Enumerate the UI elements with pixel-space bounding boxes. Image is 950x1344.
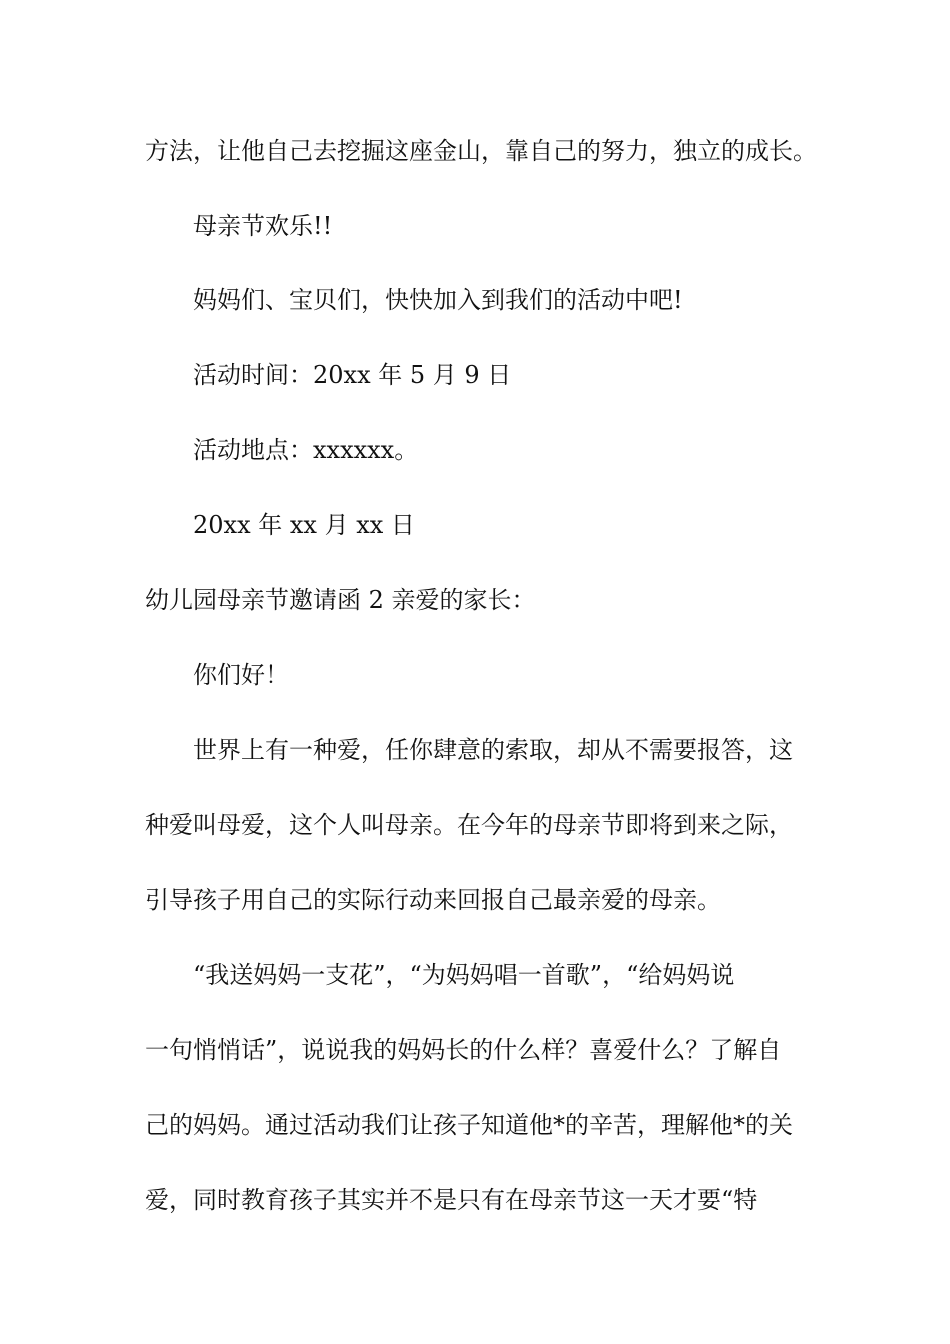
paragraph-line: 种爱叫母爱，这个人叫母亲。在今年的母亲节即将到来之际， xyxy=(145,811,793,839)
event-time: 活动时间：20xx 年 5 月 9 日 xyxy=(193,361,512,389)
paragraph-line: 方法，让他自己去挖掘这座金山，靠自己的努力，独立的成长。 xyxy=(145,137,817,165)
paragraph-line: 一句悄悄话”，说说我的妈妈长的什么样？喜爱什么？了解自 xyxy=(145,1036,782,1064)
paragraph-line: 妈妈们、宝贝们，快快加入到我们的活动中吧! xyxy=(193,286,683,314)
paragraph-line: 世界上有一种爱，任你肆意的索取，却从不需要报答，这 xyxy=(193,736,793,764)
paragraph-line: “我送妈妈一支花”，“为妈妈唱一首歌”，“给妈妈说 xyxy=(193,961,735,989)
greeting: 你们好！ xyxy=(193,661,289,689)
paragraph-line: 爱，同时教育孩子其实并不是只有在母亲节这一天才要“特 xyxy=(145,1186,758,1214)
letter-date: 20xx 年 xx 月 xx 日 xyxy=(193,511,415,539)
paragraph-line: 母亲节欢乐!! xyxy=(193,212,333,240)
event-location: 活动地点：xxxxxx。 xyxy=(193,436,419,464)
paragraph-line: 己的妈妈。通过活动我们让孩子知道他*的辛苦，理解他*的关 xyxy=(145,1111,793,1139)
section-heading: 幼儿园母亲节邀请函 2 亲爱的家长： xyxy=(145,586,536,614)
paragraph-line: 引导孩子用自己的实际行动来回报自己最亲爱的母亲。 xyxy=(145,886,721,914)
